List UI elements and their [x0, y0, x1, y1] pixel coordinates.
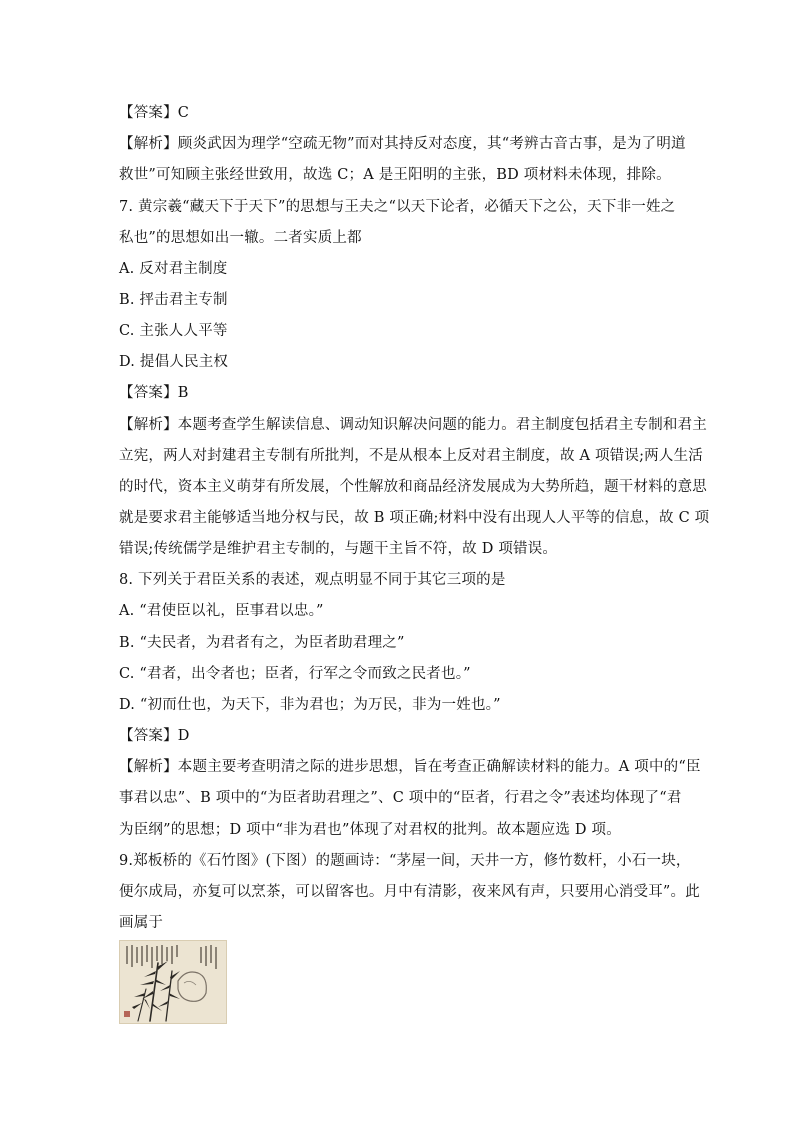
option-a: A. “君使臣以礼，臣事君以忠。” [119, 603, 324, 619]
option-c: C. “君者，出令者也；臣者，行军之令而致之民者也。” [119, 666, 471, 682]
answer-label: 【答案】B [119, 385, 189, 401]
option-b: B. “夫民者，为君者有之，为臣者助君理之” [119, 635, 405, 651]
question-text: 8. 下列关于君臣关系的表述，观点明显不同于其它三项的是 [119, 572, 506, 588]
bamboo-painting-svg [120, 941, 226, 1023]
explanation-line: 立宪，两人对封建君主专制有所批判，不是从根本上反对君主制度，故 A 项错误;两人生活 [119, 448, 703, 464]
explanation-line: 【解析】顾炎武因为理学“空疏无物”而对其持反对态度，其“考辨古音古事，是为了明道 [119, 136, 686, 152]
explanation-line: 救世”可知顾主张经世致用，故选 C；A 是王阳明的主张，BD 项材料未体现，排除。 [119, 167, 671, 183]
explanation-line: 就是要求君主能够适当地分权与民，故 B 项正确;材料中没有出现人人平等的信息，故 C 项 [119, 510, 710, 526]
answer-label: 【答案】D [119, 728, 190, 744]
question-text: 9.郑板桥的《石竹图》(下图）的题画诗：“茅屋一间，天井一方，修竹数杆，小石一块， [119, 853, 691, 869]
question-text: 画属于 [119, 915, 164, 931]
answer-label: 【答案】C [119, 105, 190, 121]
bamboo-painting-image [119, 940, 227, 1024]
explanation-line: 事君以忠”、B 项中的“为臣者助君理之”、C 项中的“臣者，行君之令”表述均体现了“君 [119, 790, 682, 806]
explanation-line: 【解析】本题考查学生解读信息、调动知识解决问题的能力。君主制度包括君主专制和君主 [119, 417, 707, 433]
option-d: D. 提倡人民主权 [119, 354, 229, 370]
explanation-line: 【解析】本题主要考查明清之际的进步思想，旨在考查正确解读材料的能力。A 项中的“臣 [119, 759, 701, 775]
option-b: B. 抨击君主专制 [119, 292, 228, 308]
question-text: 7. 黄宗羲“藏天下于天下”的思想与王夫之“以天下论者，必循天下之公，天下非一姓之 [119, 199, 676, 215]
option-d: D. “初而仕也，为天下，非为君也；为万民，非为一姓也。” [119, 697, 501, 713]
option-c: C. 主张人人平等 [119, 323, 228, 339]
question-text: 便尔成局，亦复可以烹茶，可以留客也。月中有清影，夜来风有声，只要用心消受耳”。此 [119, 884, 700, 900]
option-a: A. 反对君主制度 [119, 261, 228, 277]
explanation-line: 错误;传统儒学是维护君主专制的，与题干主旨不符，故 D 项错误。 [119, 541, 558, 557]
explanation-line: 的时代，资本主义萌芽有所发展，个性解放和商品经济发展成为大势所趋，题干材料的意思 [119, 479, 707, 495]
explanation-line: 为臣纲”的思想；D 项中“非为君也”体现了对君权的批判。故本题应选 D 项。 [119, 822, 621, 838]
question-text: 私也”的思想如出一辙。二者实质上都 [119, 230, 362, 246]
